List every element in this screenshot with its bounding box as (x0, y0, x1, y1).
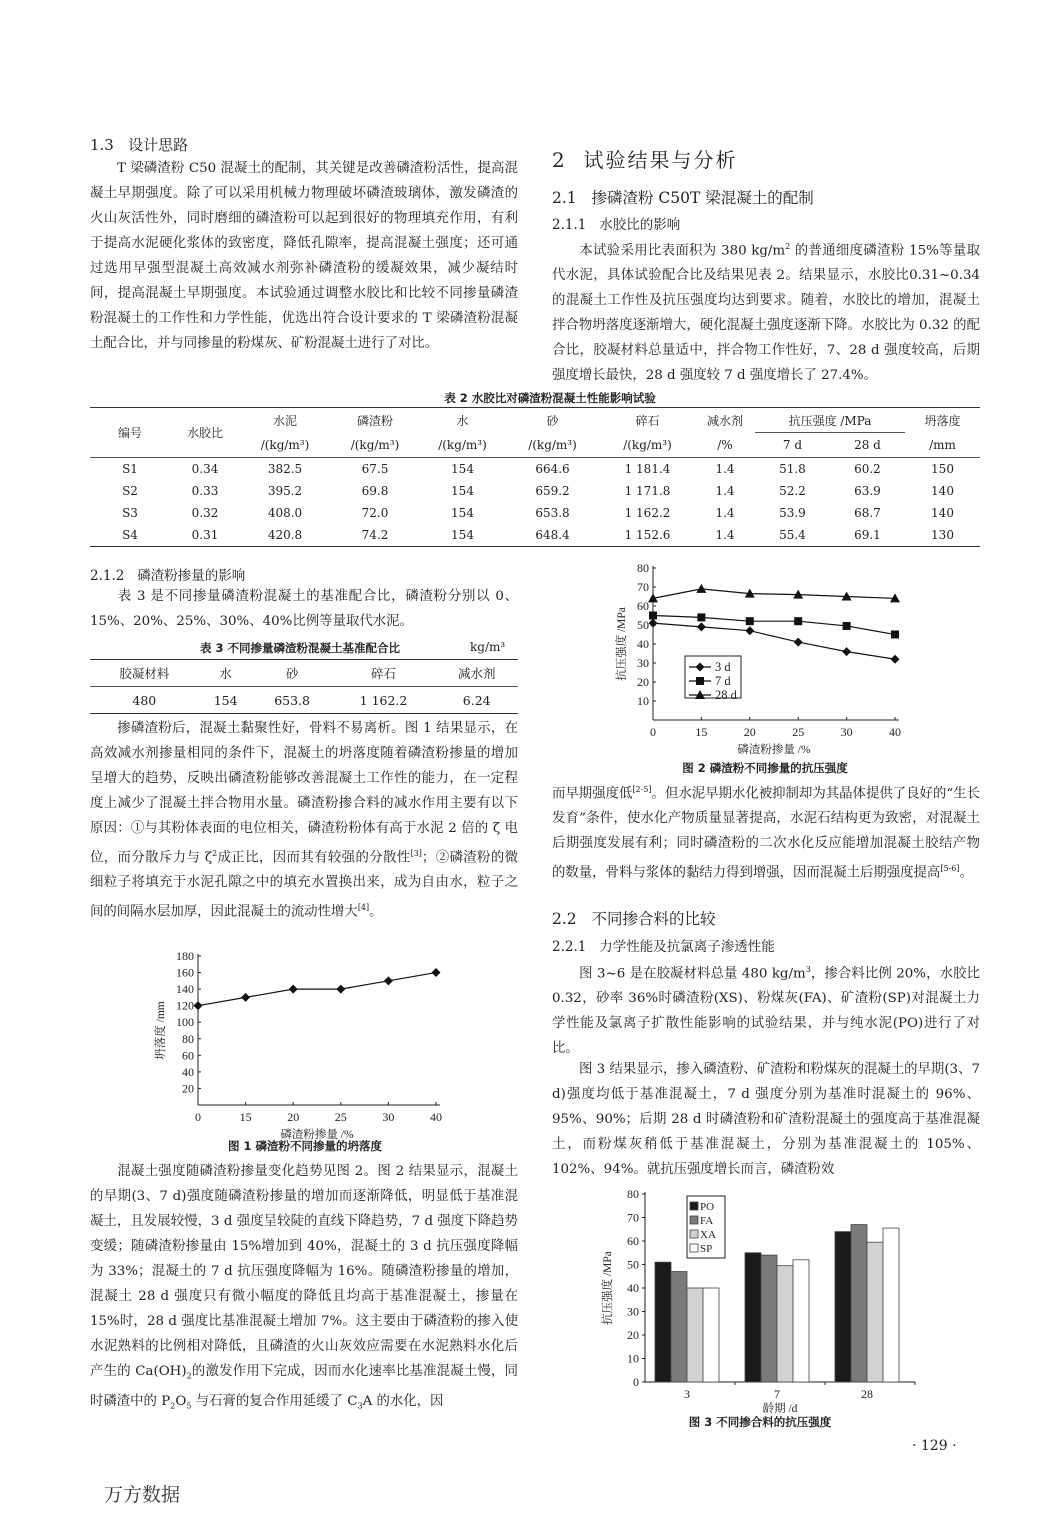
data-point (891, 631, 899, 639)
subscript: 5 (186, 1401, 192, 1411)
legend-label: SP (700, 1243, 713, 1255)
y-axis-label: 坍落度 /mm (155, 1001, 167, 1060)
cell: 395.2 (267, 484, 303, 498)
legend-label: FA (700, 1215, 714, 1227)
unit-cell: /(kg/m³) (260, 437, 310, 452)
legend-label: PO (700, 1201, 715, 1213)
legend-swatch (690, 1216, 698, 1224)
paragraph-text: 而早期强度低 (552, 786, 633, 802)
data-point (697, 622, 706, 631)
table2-header-row (90, 408, 980, 433)
paragraph-text: 掺磷渣粉后，混凝土黏聚性好，骨料不易离析。图 1 结果显示，在高效减水剂掺量相同的条件下，混凝土的坍落度随着磷渣粉掺量的增加呈增大的趋势，反映出磷渣粉能够改善混凝土工作性的能力，在一定程度上减少了混凝土拌合物用水量。磷渣粉掺合料的减水作用主要有以下原因：①与其粉体表面的电位相关，磷渣粉粉体有高于水泥 2 倍的 ζ 电位，而分散斥力与 ζ (90, 721, 518, 866)
page-number: · 129 · (912, 1438, 957, 1454)
cell: 130 (931, 528, 954, 542)
paragraph-text: 成正比，因而其有较强的分散性 (217, 850, 411, 866)
paragraph-strength-trend (90, 1159, 518, 1418)
superscript: 2 (212, 849, 218, 858)
data-point (843, 622, 851, 630)
cell: 653.8 (274, 692, 310, 708)
col-header: 坍落度 (924, 413, 961, 428)
legend-swatch (690, 1230, 698, 1238)
cell: 72.0 (361, 506, 389, 520)
y-tick-label: 30 (627, 1304, 639, 1319)
cell: 154 (451, 462, 474, 476)
y-tick-label: 10 (627, 1351, 639, 1366)
paragraph-text: 图 3 结果显示，掺入磷渣粉、矿渣粉和粉煤灰的混凝土的早期(3、7 d)强度均低于基准混凝土，7 d 强度分别为基准时混凝土的 96%、95%、90%；后期 28 d 时磷渣粉和矿渣粉混凝土的强度高于基准混凝土，而粉煤灰稍低于基准混凝土，分别为基准混凝土的 105%、102%、94%。就抗压强度增长而言，磷渣粉效 (552, 1062, 980, 1177)
y-tick-label: 10 (637, 694, 649, 708)
section-heading-2-2-1 (552, 935, 775, 955)
cell: 52.2 (779, 484, 806, 498)
bar-group (655, 1262, 719, 1382)
paragraph-text: 与石膏的复合作用延缓了 C (191, 1393, 358, 1409)
table-row (90, 687, 518, 714)
cell: S1 (122, 462, 138, 476)
series-28d (648, 584, 900, 603)
legend-label: 7 d (715, 674, 731, 688)
y-tick-label: 20 (637, 675, 649, 689)
x-tick-label: 30 (840, 725, 853, 739)
paragraph-text: 。但水泥早期水化被抑制却为其晶体提供了良好的“生长发育”条件，使水化产物质量显著提高，水泥石结构更为致密，对混凝土后期强度发展有利；同时磷渣粉的二次水化反应能增加混凝土胶结产物的数量，骨料与浆体的黏结力得到增强，因而混凝土后期强度提高 (552, 786, 980, 881)
legend (685, 656, 741, 702)
bar-PO (745, 1253, 761, 1382)
cell: 68.7 (854, 506, 881, 520)
y-tick-label: 120 (176, 998, 194, 1013)
col-header: 砂 (285, 666, 299, 681)
section-heading-1-3 (90, 134, 188, 155)
paragraph-slump (90, 716, 518, 925)
y-tick-label: 70 (637, 580, 649, 594)
cell: 648.4 (535, 528, 570, 542)
paragraph-text: T 梁磷渣粉 C50 混凝土的配制，其关键是改善磷渣粉活性，提高混凝土早期强度。除了可以采用机械力物理破坏磷渣玻璃体，激发磷渣的火山灰活性外，同时磨细的磷渣粉可以起到很好的物理填充作用，有利于提高水泥硬化浆体的致密度，降低孔隙率，提高混凝土强度；还可通过选用早强型混凝土高效减水剂弥补磷渣粉的缓凝效果，减少凝结时间，提高混凝土早期强度。本试验通过调整水胶比和比较不同掺量磷渣粉混凝土的工作性和力学性能，优选出符合设计要求的 T 梁磷渣粉混凝土配合比，并与同掺量的粉煤灰、矿粉混凝土进行了对比。 (90, 161, 518, 351)
section-number: 2 (552, 148, 567, 172)
y-tick-label: 50 (637, 618, 649, 632)
table2-caption: 表 2 水胶比对磷渣粉混凝土性能影响试验 (444, 391, 656, 405)
y-tick-label: 100 (176, 1015, 194, 1030)
x-tick-label: 15 (239, 1110, 252, 1124)
table3 (90, 659, 518, 714)
y-tick-label: 50 (627, 1257, 639, 1272)
data-point (891, 655, 900, 664)
unit-cell: /(kg/m³) (528, 437, 577, 452)
cell: 408.0 (267, 506, 303, 520)
cell: 1 181.4 (624, 462, 671, 476)
bar-PO (835, 1232, 851, 1382)
table-row (90, 502, 980, 524)
paragraph-figure3-result (552, 1057, 980, 1182)
section-number: 2.1 (552, 189, 577, 207)
cell: 69.1 (854, 528, 881, 542)
legend (687, 1196, 725, 1258)
cell: 653.8 (535, 506, 570, 520)
y-tick-label: 140 (176, 982, 194, 997)
data-point (336, 985, 345, 994)
col-header: 碎石 (635, 413, 660, 428)
section-heading-2-1 (552, 186, 814, 208)
y-tick-label: 180 (176, 949, 194, 963)
x-axis-label: 磷渣粉掺量 /% (737, 744, 811, 756)
y-axis-label: 抗压强度 /MPa (616, 607, 628, 681)
cell: 1.4 (715, 528, 735, 542)
cell: 1.4 (715, 484, 735, 498)
cell: 154 (451, 528, 474, 542)
y-tick-label: 80 (182, 1031, 194, 1046)
section-number: 2.2 (552, 910, 577, 928)
data-point (432, 968, 441, 977)
citation[interactable]: [4] (357, 903, 370, 913)
cell: 1 171.8 (624, 484, 671, 498)
cell: 154 (451, 484, 474, 498)
data-point (697, 613, 705, 621)
data-point (745, 626, 754, 635)
x-tick-label: 0 (650, 725, 656, 739)
series-坍落度 (194, 968, 441, 1010)
x-tick-label: 40 (889, 725, 901, 739)
y-tick-label: 160 (176, 965, 194, 980)
x-axis-label: 龄期 /d (762, 1403, 798, 1415)
x-tick-label: 28 (861, 1387, 873, 1401)
cell: 0.34 (191, 462, 219, 476)
y-tick-label: 60 (627, 1234, 639, 1248)
cell: 6.24 (462, 692, 491, 708)
paragraph-text: 。 (369, 904, 383, 920)
col-header: 水胶比 (170, 408, 240, 458)
section-title: 力学性能及抗氯离子渗透性能 (599, 939, 775, 955)
x-tick-label: 15 (695, 725, 708, 739)
cell: 664.6 (535, 462, 570, 476)
y-tick-label: 60 (182, 1048, 194, 1063)
col-header: 抗压强度 /MPa (755, 408, 905, 433)
cell: 1.4 (715, 462, 735, 476)
cell: 154 (451, 506, 474, 520)
citation[interactable]: [3] (410, 849, 422, 858)
legend-marker (696, 677, 704, 685)
paragraph-text: 表 3 是不同掺量磷渣粉混凝土的基准配合比，磷渣粉分别以 0、15%、20%、25%、30%、40%比例等量取代水泥。 (90, 589, 518, 629)
unit-cell: 7 d (782, 438, 803, 452)
cell: 0.33 (191, 484, 219, 498)
bar-XA (867, 1242, 883, 1382)
figure-3-caption: 图 3 不同掺合料的抗压强度 (688, 1415, 832, 1429)
cell: 0.32 (191, 506, 219, 520)
col-header: 磷渣粉 (356, 413, 393, 428)
bar-group (835, 1225, 899, 1382)
unit-cell: /(kg/m³) (623, 437, 672, 452)
x-tick-label: 25 (792, 725, 805, 739)
y-tick-label: 30 (637, 656, 649, 670)
data-point (746, 617, 754, 625)
y-tick-label: 0 (633, 1375, 639, 1389)
x-tick-label: 3 (684, 1387, 690, 1401)
data-point (241, 993, 250, 1002)
y-tick-label: 20 (627, 1328, 639, 1342)
col-header: 碎石 (370, 666, 396, 681)
paragraph-text: ；②磷渣粉的微细粒子将填充于水泥孔隙之中的填充水置换出来，成为自由水，粒子之间的间隔水层加厚，因此混凝土的流动性增大 (90, 850, 518, 920)
y-tick-label: 80 (637, 561, 649, 575)
superscript: 3 (805, 965, 811, 974)
subscript: 3 (357, 1401, 363, 1411)
paragraph-text: A 的水化，因 (362, 1393, 444, 1409)
section-heading-2-1-2 (90, 564, 245, 584)
col-header: 胶凝材料 (119, 666, 170, 681)
cell: 1 162.2 (624, 506, 671, 520)
x-tick-label: 30 (382, 1110, 395, 1124)
unit-cell: /(kg/m³) (438, 437, 487, 452)
section-title: 水胶比的影响 (599, 217, 681, 233)
section-number: 2.2.1 (552, 939, 587, 955)
col-header: 水泥 (272, 413, 297, 428)
figure-3-bar-chart (595, 1182, 925, 1415)
y-tick-label: 20 (182, 1081, 194, 1096)
unit-cell: /(kg/m³) (350, 437, 400, 452)
citation[interactable]: [5-6] (940, 864, 960, 874)
paragraph-text: 混凝土强度随磷渣粉掺量变化趋势见图 2。图 2 结果显示，混凝土的早期(3、7 d)强度随磷渣粉掺量的增加而逐渐降低，明显低于基准混凝土，且发展较慢，3 d 强度呈较陡的直线下降趋势，7 d 强度下降趋势变缓；随磷渣粉掺量由 15%增加到 40%，混凝土的 3 d 抗压强度降幅为 33%；混凝土的 7 d 抗压强度降幅为 16%。随磷渣粉掺量的增加，混凝土 28 d 强度只有微小幅度的降低且均高于基准混凝土，掺量在 15%时，28 d 强度比基准混凝土增加 7%。这主要由于磷渣粉的掺入使水泥熟料的比例相对降低，且磷渣的火山灰效应需要在水泥熟料水化后产生的 Ca(OH) (90, 1164, 518, 1379)
data-point (649, 612, 657, 620)
y-tick-label: 40 (182, 1064, 194, 1079)
section-title: 掺磷渣粉 C50T 梁混凝土的配制 (591, 189, 814, 207)
series-7d (649, 612, 899, 639)
paragraph-text: ，掺合料比例 20%，水胶比 0.32，砂率 36%时磷渣粉(XS)、粉煤灰(FA)、矿渣粉(SP)对混凝土力学性能及氯离子扩散性能影响的试验结果，并与纯水泥(PO)进行了对比。 (552, 966, 980, 1057)
table-row (90, 480, 980, 502)
data-point (289, 985, 298, 994)
cell: 154 (213, 692, 238, 708)
series-line (653, 589, 895, 599)
subscript: 2 (186, 1371, 192, 1381)
paragraph-text: 的普通细度磷渣粉 15%等量取代水泥，具体试验配合比及结果见表 2。结果显示，水胶比0.31~0.34 的混凝土工作性及抗压强度均达到要求。随着，水胶比的增加，混凝土拌合物坍落度逐渐增大，硬化混凝土强度逐渐下降。水胶比为 0.32 的配合比，胶凝材料总量适中，拌合物工作性好，7、28 d 强度较高，后期强度增长最快，28 d 强度较 7 d 强度增长了 27.4%。 (552, 243, 981, 384)
col-header: 编号 (90, 408, 170, 458)
x-tick-label: 25 (334, 1110, 347, 1124)
unit-cell: /mm (929, 437, 956, 452)
paragraph-table3-intro (90, 584, 518, 634)
y-axis-label: 抗压强度 /MPa (602, 1251, 614, 1325)
paragraph-late-strength (552, 777, 980, 886)
figure-1-slump-chart (150, 944, 460, 1141)
x-tick-label: 40 (430, 1110, 442, 1124)
cell: 60.2 (854, 462, 881, 476)
bar-FA (761, 1255, 777, 1382)
cell: 69.8 (361, 484, 389, 498)
series-line (198, 973, 436, 1006)
paragraph-text: 图 3~6 是在胶凝材料总量 480 kg/m (579, 966, 806, 982)
figure-2-caption: 图 2 磷渣粉不同掺量的抗压强度 (682, 761, 848, 775)
paragraph-design-idea (90, 156, 518, 356)
cell: 1 152.6 (624, 528, 671, 542)
bar-XA (687, 1288, 703, 1382)
legend-swatch (690, 1202, 698, 1210)
y-tick-label: 40 (627, 1281, 639, 1295)
legend-label: 3 d (715, 660, 731, 674)
col-header: 减水剂 (457, 666, 496, 681)
section-number: 2.1.2 (90, 568, 125, 584)
legend-swatch (690, 1244, 698, 1252)
bar-PO (655, 1262, 671, 1382)
col-header: 砂 (546, 413, 559, 428)
data-point (842, 647, 851, 656)
table3-unit: kg/m³ (470, 640, 506, 654)
y-tick-label: 70 (627, 1210, 639, 1225)
section-number: 2.1.1 (552, 217, 587, 233)
y-tick-label: 40 (637, 637, 649, 651)
watermark-wanfang: 万方数据 (104, 1484, 181, 1506)
data-point (696, 584, 706, 593)
bar-group (745, 1253, 809, 1382)
bar-SP (703, 1288, 719, 1382)
cell: 63.9 (854, 484, 881, 498)
bar-XA (777, 1266, 793, 1382)
paragraph-text: O (175, 1393, 187, 1409)
figure-1-caption: 图 1 磷渣粉不同掺量的坍落度 (227, 1139, 382, 1153)
bar-FA (851, 1225, 867, 1382)
section-title: 不同掺合料的比较 (591, 910, 716, 928)
data-point (384, 976, 393, 985)
bar-SP (883, 1228, 899, 1382)
x-tick-label: 7 (774, 1387, 780, 1401)
x-tick-label: 20 (743, 725, 756, 739)
table-row (90, 458, 980, 481)
section-number: 1.3 (90, 136, 114, 154)
section-title: 磷渣粉掺量的影响 (137, 568, 246, 584)
section-heading-2-2 (552, 907, 715, 929)
cell: 140 (931, 484, 954, 498)
cell: 420.8 (267, 528, 303, 542)
paragraph-text: 的激发作用下完成，因而水化速率比基准混凝土慢，同时磷渣中的 P (90, 1364, 519, 1409)
cell: 51.8 (779, 462, 806, 476)
paragraph-text: 本试验采用比表面积为 380 kg/m (579, 243, 786, 259)
data-point (794, 617, 802, 625)
x-tick-label: 20 (287, 1110, 300, 1124)
data-point (194, 1001, 203, 1010)
x-axis-label: 磷渣粉掺量 /% (280, 1129, 354, 1141)
section-title: 设计思路 (128, 136, 189, 154)
table2 (90, 407, 980, 547)
cell: 140 (931, 506, 954, 520)
cell: S2 (122, 484, 138, 498)
cell: 659.2 (535, 484, 570, 498)
section-title: 试验结果与分析 (583, 148, 738, 172)
cell: 150 (931, 462, 954, 476)
cell: 1 162.2 (359, 692, 408, 708)
cell: 1.4 (715, 506, 735, 520)
paragraph-admixture-intro (552, 957, 980, 1061)
series-line (653, 616, 895, 635)
data-point (649, 619, 658, 628)
table-row (90, 524, 980, 547)
section-heading-2-1-1 (552, 213, 680, 233)
cell: 67.5 (361, 462, 389, 476)
figure-2-strength-chart (615, 560, 915, 755)
cell: 74.2 (361, 528, 389, 542)
cell: 480 (132, 692, 157, 708)
col-header: 水 (219, 666, 232, 681)
y-tick-label: 80 (627, 1187, 639, 1201)
superscript: 2 (785, 242, 791, 251)
col-header: 减水剂 (706, 413, 743, 428)
col-header: 水 (456, 413, 469, 428)
paragraph-text: 。 (959, 865, 973, 881)
unit-cell: /% (717, 437, 733, 452)
unit-cell: 28 d (854, 438, 881, 452)
data-point (794, 638, 803, 647)
x-tick-label: 0 (195, 1110, 201, 1124)
citation[interactable]: [2-5] (632, 785, 652, 794)
cell: S3 (122, 506, 138, 520)
cell: 0.31 (191, 528, 219, 542)
cell: S4 (122, 528, 138, 542)
subscript: 2 (170, 1401, 176, 1411)
table3-caption: 表 3 不同掺量磷渣粉混凝土基准配合比 (199, 641, 400, 655)
cell: 55.4 (779, 528, 806, 542)
bar-FA (671, 1272, 687, 1382)
cell: 53.9 (779, 506, 806, 520)
bar-SP (793, 1260, 809, 1382)
y-tick-label: 60 (637, 599, 649, 613)
paragraph-water-binder (552, 234, 980, 388)
legend-label: 28 d (715, 688, 737, 702)
table3-header-row (90, 660, 518, 687)
cell: 382.5 (267, 462, 303, 476)
legend-label: XA (700, 1229, 716, 1241)
section-heading-2 (552, 144, 737, 173)
